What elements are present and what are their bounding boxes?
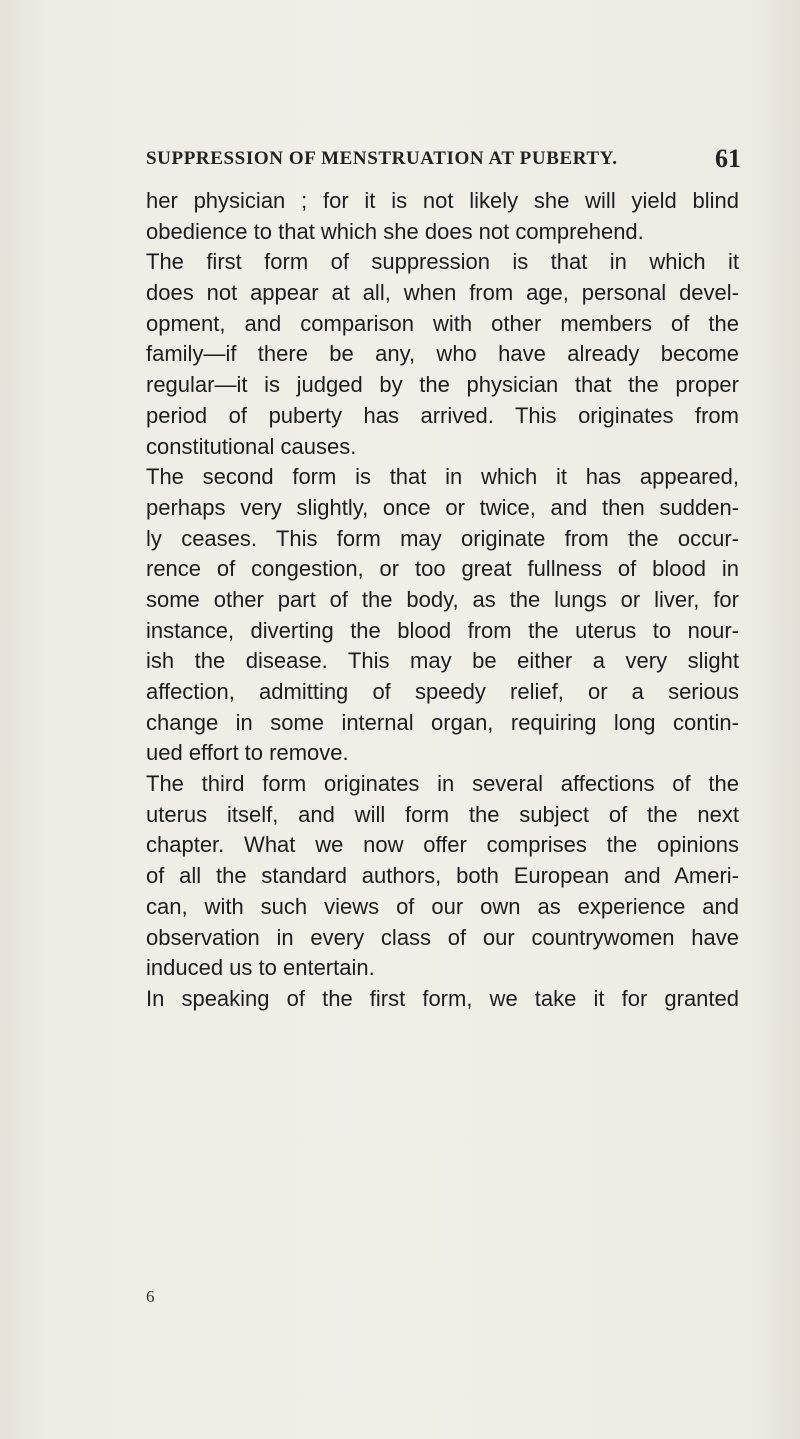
text-line: does not appear at all, when from age, personal devel- (146, 280, 739, 306)
paragraph-4 (146, 769, 739, 984)
text-line: period of puberty has arrived. This originates from (146, 402, 739, 428)
text-line: The second form is that in which it has appeared, (146, 464, 739, 490)
text-line: The third form originates in several affections of the (146, 771, 739, 797)
text-line: In speaking of the first form, we take it for granted (146, 985, 739, 1011)
text-line: uterus itself, and will form the subject of the next (146, 801, 739, 827)
text-line: observation in every class of our countrywomen have (146, 924, 739, 950)
text-line: The first form of suppression is that in which it (146, 249, 739, 275)
text-line: constitutional causes. (146, 433, 357, 459)
text-line: induced us to entertain. (146, 955, 375, 981)
paragraph-2 (146, 247, 739, 462)
running-head (146, 144, 741, 178)
signature-mark: 6 (146, 1287, 155, 1306)
text-line: ly ceases. This form may originate from the occur- (146, 525, 739, 551)
text-line: can, with such views of our own as experience and (146, 893, 739, 919)
text-line: her physician ; for it is not likely she will yield blind (146, 188, 739, 213)
text-line: ued effort to remove. (146, 740, 349, 766)
paragraph-3 (146, 462, 739, 769)
body-text (146, 186, 739, 1015)
page-number: 61 (715, 144, 741, 173)
text-line: rence of congestion, or too great fullness of blood in (146, 556, 739, 582)
text-line: some other part of the body, as the lungs or liver, for (146, 586, 739, 612)
paragraph-5 (146, 984, 739, 1015)
text-line: ish the disease. This may be either a very slight (146, 648, 739, 674)
text-line: instance, diverting the blood from the uterus to nour- (146, 617, 739, 643)
text-line: change in some internal organ, requiring long contin- (146, 709, 739, 735)
paragraph-1 (146, 186, 739, 247)
text-line: affection, admitting of speedy relief, or a serious (146, 679, 739, 704)
text-line: regular—it is judged by the physician that the proper (146, 372, 739, 398)
text-line: opment, and comparison with other members of the (146, 310, 739, 336)
text-line: of all the standard authors, both European and Ameri- (146, 863, 739, 889)
running-title: SUPPRESSION OF MENSTRUATION AT PUBERTY. (146, 148, 618, 169)
text-line: chapter. What we now offer comprises the opinions (146, 832, 739, 858)
text-line: family—if there be any, who have already become (146, 341, 739, 367)
text-line: perhaps very slightly, once or twice, and then sudden- (146, 494, 739, 520)
text-line: obedience to that which she does not comprehend. (146, 218, 644, 244)
